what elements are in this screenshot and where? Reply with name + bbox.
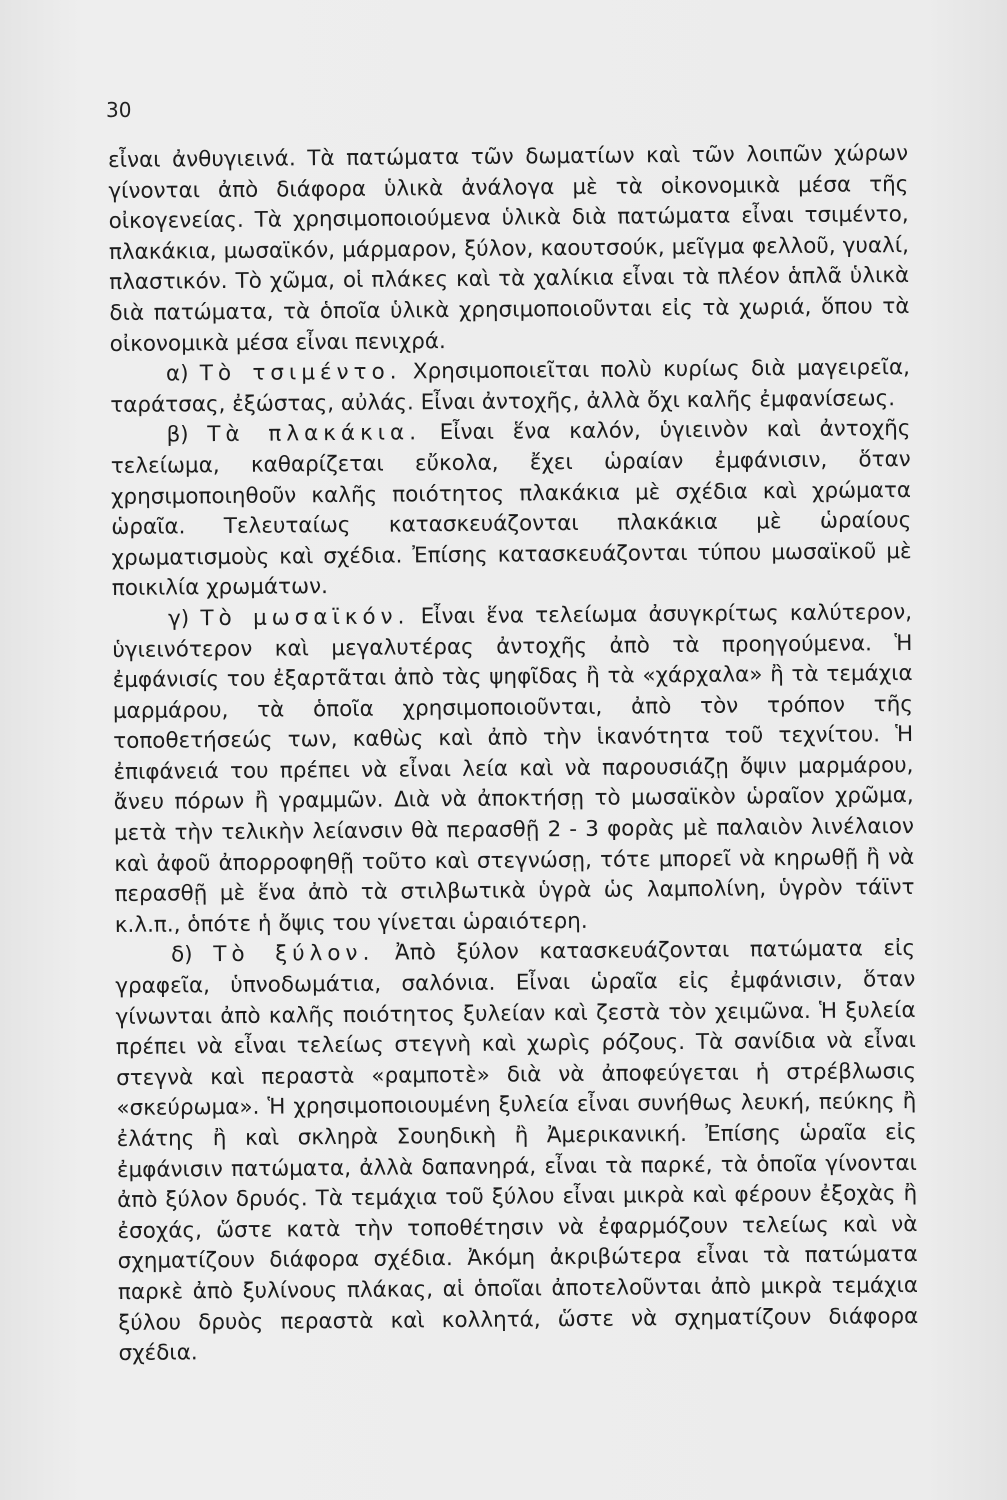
term-cement: Τὸ τσιμέντο. bbox=[199, 359, 402, 387]
term-mosaic: Τὸ μωσαϊκόν. bbox=[200, 604, 410, 632]
term-tiles: Τὰ πλακάκια. bbox=[207, 420, 422, 448]
item-label-b: β) bbox=[166, 422, 208, 448]
item-label-c: γ) bbox=[168, 606, 201, 632]
page-number: 30 bbox=[106, 98, 132, 122]
text-wood: Ἀπὸ ξύλον κατασκευάζονται πατώματα εἰς γραφεῖα, ὑπνοδωμάτια, σαλόνια. Εἶναι ὡραῖα εἰς ἐμφάνισιν, ὅταν γίνωνται ἀπὸ καλῆς ποιότητος ξυλείαν καὶ ζεστὰ τὸν χειμῶνα. Ἡ ξυλεία πρέπει νὰ εἶναι τελείως στεγνὴ καὶ χωρὶς ρόζους. Τὰ σανίδια νὰ εἶναι στεγνὰ καὶ περαστὰ «ραμποτὲ» διὰ νὰ ἀποφεύγεται ἡ στρέβλωσις «σκεύρωμα». Ἡ χρησιμοποιουμένη ξυλεία εἶναι συνήθως λευκή, πεύκης ἢ ἐλάτης ἢ καὶ σκληρὰ Σουηδικὴ ἢ Ἀμερικανική. Ἐπίσης ὡραῖα εἰς ἐμφάνισιν πατώματα, ἀλλὰ δαπανηρά, εἶναι τὰ παρκέ, τὰ ὁποῖα γίνονται ἀπὸ ξύλον δρυός. Τὰ τεμάχια τοῦ ξύλου εἶναι μικρὰ καὶ φέρουν ἐξοχὰς ἢ ἐσοχάς, ὥστε κατὰ τὴν τοποθέτησιν νὰ ἐφαρμόζουν τελείως καὶ νὰ σχηματίζουν διάφορα σχέδια. Ἀκόμη ἀκριβώτερα εἶναι τὰ πατώματα παρκὲ ἀπὸ ξυλίνους πλάκας, αἱ ὁποῖαι ἀποτελοῦνται ἀπὸ μικρὰ τεμάχια ξύλου δρυὸς περαστὰ καὶ κολλητά, ὥστε νὰ σχηματίζουν διάφορα σχέδια. bbox=[115, 936, 919, 1367]
item-label-d: δ) bbox=[170, 942, 214, 968]
text-mosaic: Εἶναι ἕνα τελείωμα ἀσυγκρίτως καλύτερον, ὑγιεινότερον καὶ μεγαλυτέρας ἀντοχῆς ἀπὸ τὰ προηγούμενα. Ἡ ἐμφάνισίς του ἐξαρτᾶται ἀπὸ τὰς ψηφῖδας ἢ τὰ «χάρχαλα» ἢ τὰ τεμάχια μαρμάρου, τὰ ὁποῖα χρησιμοποιοῦνται, ἀπὸ τὸν τρόπον τῆς τοποθετήσεώς των, καθὼς καὶ ἀπὸ τὴν ἱκανότητα τοῦ τεχνίτου. Ἡ ἐπιφάνειά του πρέπει νὰ εἶναι λεία καὶ νὰ παρουσιάζῃ ὄψιν μαρμάρου, ἄνευ πόρων ἢ γραμμῶν. Διὰ νὰ ἀποκτήσῃ τὸ μωσαϊκὸν ὡραῖον χρῶμα, μετὰ τὴν τελικὴν λείανσιν θὰ περασθῇ 2 - 3 φορὰς μὲ παλαιὸν λινέλαιον καὶ ἀφοῦ ἀπορροφηθῇ τοῦτο καὶ στεγνώσῃ, τότε μπορεῖ νὰ κηρωθῇ ἢ νὰ περασθῇ μὲ ἕνα ἀπὸ τὰ στιλβωτικὰ ὑγρὰ ὡς λαμπολίνη, ὑγρὸν τάϊντ κ.λ.π., ὁπότε ἡ ὄψις του γίνεται ὡραιότερη. bbox=[112, 599, 915, 938]
intro-paragraph: εἶναι ἀνθυγιεινά. Τὰ πατώματα τῶν δωματίων καὶ τῶν λοιπῶν χώρων γίνονται ἀπὸ διάφορα ὑλικὰ ἀνάλογα μὲ τὰ οἰκονομικὰ μέσα τῆς οἰκογενείας. Τὰ χρησιμοποιούμενα ὑλικὰ διὰ πατώματα εἶναι τσιμέντο, πλακάκια, μωσαϊκόν, μάρμαρον, ξύλον, καουτσούκ, μεῖγμα φελλοῦ, γυαλί, πλαστικόν. Τὸ χῶμα, οἱ πλάκες καὶ τὰ χαλίκια εἶναι τὰ πλέον ἁπλᾶ ὑλικὰ διὰ πατώματα, τὰ ὁποῖα ὑλικὰ χρησιμοποιοῦνται εἰς τὰ χωριά, ὅπου τὰ οἰκονομικὰ μέσα εἶναι πενιχρά. bbox=[108, 141, 910, 357]
paragraph-tiles bbox=[110, 414, 912, 605]
paragraph-wood bbox=[115, 934, 919, 1369]
term-wood: Τὸ ξύλον. bbox=[213, 941, 375, 968]
paragraph-cement bbox=[110, 353, 911, 421]
body-text bbox=[108, 139, 919, 1370]
item-label-a: α) bbox=[165, 361, 200, 387]
text-cement: Χρησιμοποιεῖται πολὺ κυρίως διὰ μαγειρεῖα, ταράτσας, ἐξώστας, αὐλάς. Εἶναι ἀντοχῆς, ἀλλὰ ὄχι καλῆς ἐμφανίσεως. bbox=[110, 355, 911, 418]
paragraph-mosaic bbox=[112, 598, 915, 941]
text-tiles: Εἶναι ἕνα καλόν, ὑγιεινὸν καὶ ἀντοχῆς τελείωμα, καθαρίζεται εὔκολα, ἔχει ὡραίαν ἐμφάνισιν, ὅταν χρησιμοποιηθοῦν καλῆς ποιότητος πλακάκια μὲ σχέδια καὶ χρώματα ὡραῖα. Τελευταίως κατασκευάζονται πλακάκια μὲ ὡραίους χρωματισμοὺς καὶ σχέδια. Ἐπίσης κατασκευάζονται τύπου μωσαϊκοῦ μὲ ποικιλία χρωμάτων. bbox=[110, 416, 912, 602]
